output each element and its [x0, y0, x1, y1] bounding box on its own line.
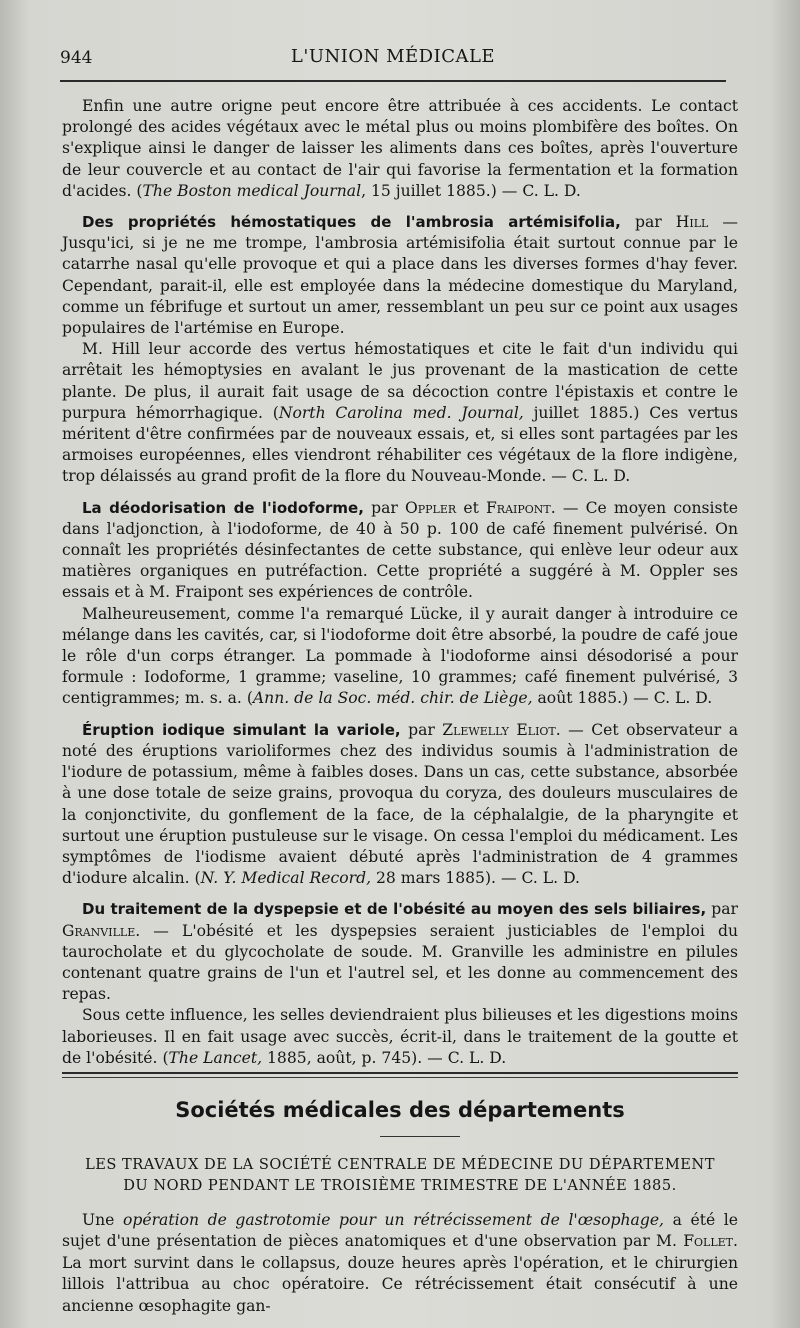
- continuation-paragraph: Enfin une autre origne peut encore être attribuée à ces accidents. Le contact prolongé des acides végétaux avec le métal plus ou moins plombifère des boîtes. On s'explique ainsi le danger de laisser les aliments dans ces boîtes, après l'ouverture de leur couvercle et au contact de l'air qui favorise la fermentation et la formation d'acides. (The Boston medical Journal, 15 juillet 1885.) — C. L. D.: [62, 97, 738, 200]
- article-paragraph: [62, 339, 738, 487]
- article-text: . — Ce moyen consiste dans l'adjonction, à l'iodoforme, de 40 à 50 p. 100 de café finement pulvérisé. On connaît les propriétés désinfectantes de cette substance, qui enlève leur odeur aux matières organiques en putréfaction. Cette propriété a suggéré à M. Oppler ses essais et à M. Fraipont ses expériences de contrôle.: [62, 498, 738, 602]
- article-title: La déodorisation de l'iodoforme,: [82, 498, 364, 517]
- section-author: Follet: [683, 1232, 734, 1251]
- article-column: [62, 96, 738, 1069]
- continuation-source: The Boston medical Journal: [142, 181, 362, 200]
- article-text: M. Hill leur accorde des vertus hémostatiques et cite le fait d'un individu qui arrêtait les hémoptysies en avalant le jus provenant de la mastication de cette plante. De plus, il aurait fait usage de sa décoction contre l'épistaxis et contre le purpura hémorrhagique. (: [62, 340, 738, 422]
- article-paragraph: [62, 1005, 738, 1069]
- article-author: Zlewelly Eliot: [442, 720, 556, 739]
- page-header: [60, 44, 726, 74]
- article-text: juillet 1885.) Ces vertus méritent d'être confirmées par de nouveaux essais, et, si elles sont partagées par les armoises européennes, elles viendront réhabiliter ces végétaux de la flore indigène, trop délaissés au grand profit de la flore du Nouveau-Monde. — C. L. D.: [62, 403, 738, 486]
- section-divider: [62, 1072, 738, 1082]
- article-text: 28 mars 1885). — C. L. D.: [371, 869, 580, 888]
- header-rule: [60, 80, 726, 82]
- article-eruption: [62, 720, 738, 890]
- article-by: par: [706, 900, 738, 919]
- article-source: N. Y. Medical Record,: [200, 869, 372, 888]
- article-source: North Carolina med. Journal,: [278, 403, 524, 422]
- article-author-2: Fraipont: [485, 498, 551, 517]
- article-ambrosia: [62, 212, 738, 339]
- article-by: par: [363, 498, 405, 517]
- article-text: — Jusqu'ici, si je ne me trompe, l'ambrosia artémisifolia était surtout connue par le catarrhe nasal qu'elle provoque et qui a place dans les diverses formes d'hay fever. Cependant, parait-il, elle est employée dans la médecine domestique du Maryland, comme un fébrifuge et surtout un amer, ressemblant un peu sur ce point aux usages populaires de l'artémise en Europe.: [62, 213, 738, 338]
- subheading-line-1: LES TRAVAUX DE LA SOCIÉTÉ CENTRALE DE MÉDECINE DU DÉPARTEMENT: [85, 1156, 715, 1173]
- section-text: a été le sujet d'une présentation de pièces anatomiques et d'une observation par M.: [62, 1211, 738, 1251]
- page-number: 944: [60, 48, 93, 68]
- section-italic: opération de gastrotomie pour un rétrécissement de l'œsophage,: [123, 1211, 665, 1229]
- article-iodoforme: [62, 498, 738, 604]
- continuation-text: Enfin une autre origne peut encore être attribuée à ces accidents. Le contact prolongé des acides végétaux avec le métal plus ou moins plombifère des boîtes. On s'explique ainsi le danger de laisser les aliments dans ces boîtes, après l'ouverture de leur couvercle et au contact de l'air qui favorise la fermentation et la formation d'acides.: [62, 97, 738, 200]
- article-source: Ann. de la Soc. méd. chir. de Liège,: [252, 689, 533, 708]
- article-author: Hill: [675, 213, 709, 232]
- running-title: L'UNION MÉDICALE: [290, 46, 496, 67]
- section-body: [62, 1210, 738, 1317]
- article-text: août 1885.) — C. L. D.: [532, 689, 713, 708]
- section-title: Sociétés médicales des départements: [175, 1098, 625, 1122]
- section-paragraph: [62, 1210, 738, 1317]
- section-title-rule: [380, 1136, 460, 1137]
- section-subheading: [62, 1154, 738, 1196]
- article-by: par: [620, 213, 676, 232]
- article-text: . — L'obésité et les dyspepsies seraient justiciables de l'emploi du taurocholate et du glycocholate de soude. M. Granville les administre en pilules contenant quatre grains de l'un et l'autrel sel, et les donne au commencement des repas.: [62, 921, 738, 1004]
- article-dyspepsie: [62, 899, 738, 1005]
- article-author: Granville: [62, 921, 136, 940]
- article-text: Malheureusement, comme l'a remarqué Lücke, il y aurait danger à introduire ce mélange dans les cavités, car, si l'iodoforme doit être absorbé, la poudre de café joue le rôle d'un corps étranger. La pommade à l'iodoforme ainsi désodorisé a pour formule : Iodoforme, 1 gramme; vaseline, 10 grammes; café finement pulvérisé, 3 centigrammes; m. s. a. (: [62, 604, 738, 708]
- continuation-source-tail: , 15 juillet 1885.) — C. L. D.: [361, 181, 581, 200]
- article-paragraph: [62, 604, 738, 710]
- article-title: Du traitement de la dyspepsie et de l'obésité au moyen des sels biliaires,: [82, 900, 707, 919]
- article-author: Oppler: [404, 498, 457, 517]
- subheading-line-2: DU NORD PENDANT LE TROISIÈME TRIMESTRE DE L'ANNÉE 1885.: [123, 1177, 677, 1194]
- article-and: et: [456, 498, 486, 517]
- article-text: Sous cette influence, les selles deviendraient plus bilieuses et les digestions moins laborieuses. Il en fait usage avec succès, écrit-il, dans le traitement de la goutte et de l'obésité. (: [62, 1006, 738, 1067]
- section-text: . La mort survint dans le collapsus, douze heures après l'opération, et le chirurgien lillois l'attribua au choc opératoire. Ce rétrécissement était consécutif à une ancienne œsophagite gan-: [62, 1232, 738, 1315]
- article-text: . — Cet observateur a noté des éruptions varioliformes chez des individus soumis à l'administration de l'iodure de potassium, même à faibles doses. Dans un cas, cette substance, absorbée à une dose totale de seize grains, provoqua du coryza, des douleurs musculaires de la conjonctivite, du gonflement de la face, de la céphalalgie, de la pharyngite et surtout une éruption pustuleuse sur le visage. On cessa l'emploi du médicament. Les symptômes de l'iodisme avaient débuté après l'administration de 4 grammes d'iodure alcalin. (: [62, 720, 738, 888]
- article-source: The Lancet,: [168, 1048, 263, 1067]
- article-title: Éruption iodique simulant la variole,: [82, 720, 401, 739]
- article-by: par: [400, 720, 443, 739]
- section-text: Une: [82, 1211, 123, 1229]
- article-text: 1885, août, p. 745). — C. L. D.: [262, 1048, 507, 1067]
- article-title: Des propriétés hémostatiques de l'ambrosia artémisifolia,: [82, 213, 621, 232]
